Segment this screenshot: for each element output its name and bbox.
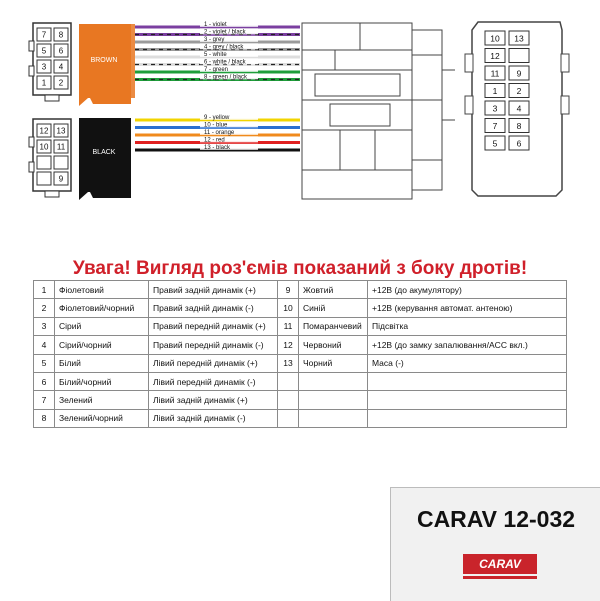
table-cell: Білий [55, 354, 149, 372]
table-cell [368, 391, 567, 409]
brown-pin-number: 6 [58, 46, 64, 56]
table-cell: Сірий [55, 317, 149, 335]
table-cell: Чорний [299, 354, 368, 372]
wire-label: 2 - violet / black [204, 29, 246, 36]
table-cell [278, 372, 299, 390]
logo-underline [463, 576, 537, 579]
black-pin-number: 10 [39, 142, 49, 152]
table-cell: Зелений [55, 391, 149, 409]
car-pin-number: 2 [516, 86, 522, 96]
wire-label: 6 - white / black [204, 59, 246, 66]
pinout-table [33, 280, 567, 428]
wire-label: 13 - black [204, 144, 231, 151]
warning-text: Увага! Вигляд роз'ємів показаний з боку дротів! [72, 258, 528, 279]
car-pin-number: 1 [492, 86, 498, 96]
car-pin-number: 12 [490, 51, 500, 61]
car-pin-number: 11 [490, 68, 500, 79]
table-cell: Лівий передній динамік (-) [149, 372, 278, 390]
brown-connector-body [79, 24, 135, 106]
table-cell: Жовтий [299, 281, 368, 299]
brown-pin-number: 7 [41, 30, 47, 40]
table-cell: Сірий/чорний [55, 336, 149, 354]
black-pin-cell [37, 156, 51, 169]
table-cell: Правий задній динамік (-) [149, 299, 278, 317]
table-cell: Правий передній динамік (+) [149, 317, 278, 335]
brown-connector-label: BROWN [90, 57, 118, 64]
table-row [34, 409, 567, 427]
wire-label: 11 - orange [204, 129, 235, 136]
wiring-diagram [0, 0, 600, 220]
table-row [34, 336, 567, 354]
table-cell [368, 409, 567, 427]
brown-pin-number: 4 [58, 62, 64, 72]
car-pin-number: 13 [514, 33, 524, 44]
table-cell: 5 [34, 354, 55, 372]
table-row [34, 354, 567, 372]
table-cell: Маса (-) [368, 354, 567, 372]
car-pin-number: 8 [516, 121, 522, 131]
table-cell: Синій [299, 299, 368, 317]
table-row [34, 299, 567, 317]
brown-pin-number: 2 [58, 78, 64, 88]
table-cell: Білий/чорний [55, 372, 149, 390]
car-connector-face [465, 22, 569, 196]
wire-label: 7 - green [204, 66, 229, 73]
car-pin-number: 7 [492, 121, 498, 131]
table-cell: 9 [278, 281, 299, 299]
table-cell: 6 [34, 372, 55, 390]
table-cell [278, 391, 299, 409]
carav-logo: CARAV [463, 554, 537, 574]
car-pin-number: 3 [492, 103, 498, 114]
table-cell: 4 [34, 336, 55, 354]
brown-pin-number: 1 [41, 78, 47, 88]
table-cell: 12 [278, 336, 299, 354]
table-cell: Лівий задній динамік (+) [149, 391, 278, 409]
table-cell: 3 [34, 317, 55, 335]
wire-label: 5 - white [204, 51, 227, 58]
table-cell [299, 391, 368, 409]
table-cell [299, 372, 368, 390]
table-cell: 10 [278, 299, 299, 317]
black-pin-number: 9 [58, 174, 64, 184]
car-pin-cell [509, 49, 529, 63]
table-cell: 7 [34, 391, 55, 409]
wire-label: 3 - grey [204, 36, 225, 43]
wire-bundle [135, 21, 300, 151]
brown-connector-face [29, 23, 71, 101]
car-pin-number: 10 [490, 33, 500, 44]
table-cell: +12В (до замку запалювання/ACC вкл.) [368, 336, 567, 354]
brand-box [390, 487, 600, 601]
table-cell: Лівий задній динамік (-) [149, 409, 278, 427]
table-cell: Червоний [299, 336, 368, 354]
car-pin-number: 5 [492, 138, 498, 149]
table-cell: Правий передній динамік (-) [149, 336, 278, 354]
table-cell: 13 [278, 354, 299, 372]
car-pin-number: 6 [516, 138, 522, 149]
table-row [34, 317, 567, 335]
brown-pin-number: 8 [58, 30, 64, 40]
table-cell: 2 [34, 299, 55, 317]
wire-label: 8 - green / black [204, 74, 248, 81]
brown-pin-number: 5 [41, 46, 47, 56]
black-pin-number: 11 [56, 142, 66, 152]
table-cell: 8 [34, 409, 55, 427]
table-row [34, 281, 567, 299]
table-cell: Помаранчевий [299, 317, 368, 335]
table-cell: Фіолетовий/чорний [55, 299, 149, 317]
black-pin-number: 13 [56, 126, 66, 136]
black-pin-number: 12 [39, 126, 49, 136]
model-name: CARAV 12-032 [416, 506, 576, 532]
wire-label: 12 - red [204, 137, 225, 144]
table-cell: 11 [278, 317, 299, 335]
table-cell: Лівий передній динамік (+) [149, 354, 278, 372]
table-row [34, 391, 567, 409]
wire-label: 9 - yellow [204, 114, 230, 121]
table-cell: 1 [34, 281, 55, 299]
black-pin-cell [37, 172, 51, 185]
table-cell: Зелений/чорний [55, 409, 149, 427]
brown-pin-number: 3 [41, 62, 47, 72]
table-cell [299, 409, 368, 427]
black-connector-label: BLACK [92, 149, 116, 156]
black-pin-cell [54, 156, 68, 169]
black-connector-face [29, 119, 71, 197]
wire-label: 10 - blue [204, 122, 228, 129]
table-cell: +12В (до акумулятору) [368, 281, 567, 299]
table-cell [368, 372, 567, 390]
car-pin-number: 4 [516, 103, 522, 114]
table-cell: Правий задній динамік (+) [149, 281, 278, 299]
wire-label: 1 - violet [204, 21, 227, 28]
table-cell: Підсвітка [368, 317, 567, 335]
wire-label: 4 - grey / black [204, 44, 244, 51]
table-cell: +12В (керування автомат. антеною) [368, 299, 567, 317]
table-cell: Фіолетовий [55, 281, 149, 299]
table-cell [278, 409, 299, 427]
table-row [34, 372, 567, 390]
car-connector-side [302, 23, 455, 199]
black-connector-body [79, 118, 131, 200]
car-pin-number: 9 [516, 68, 522, 79]
